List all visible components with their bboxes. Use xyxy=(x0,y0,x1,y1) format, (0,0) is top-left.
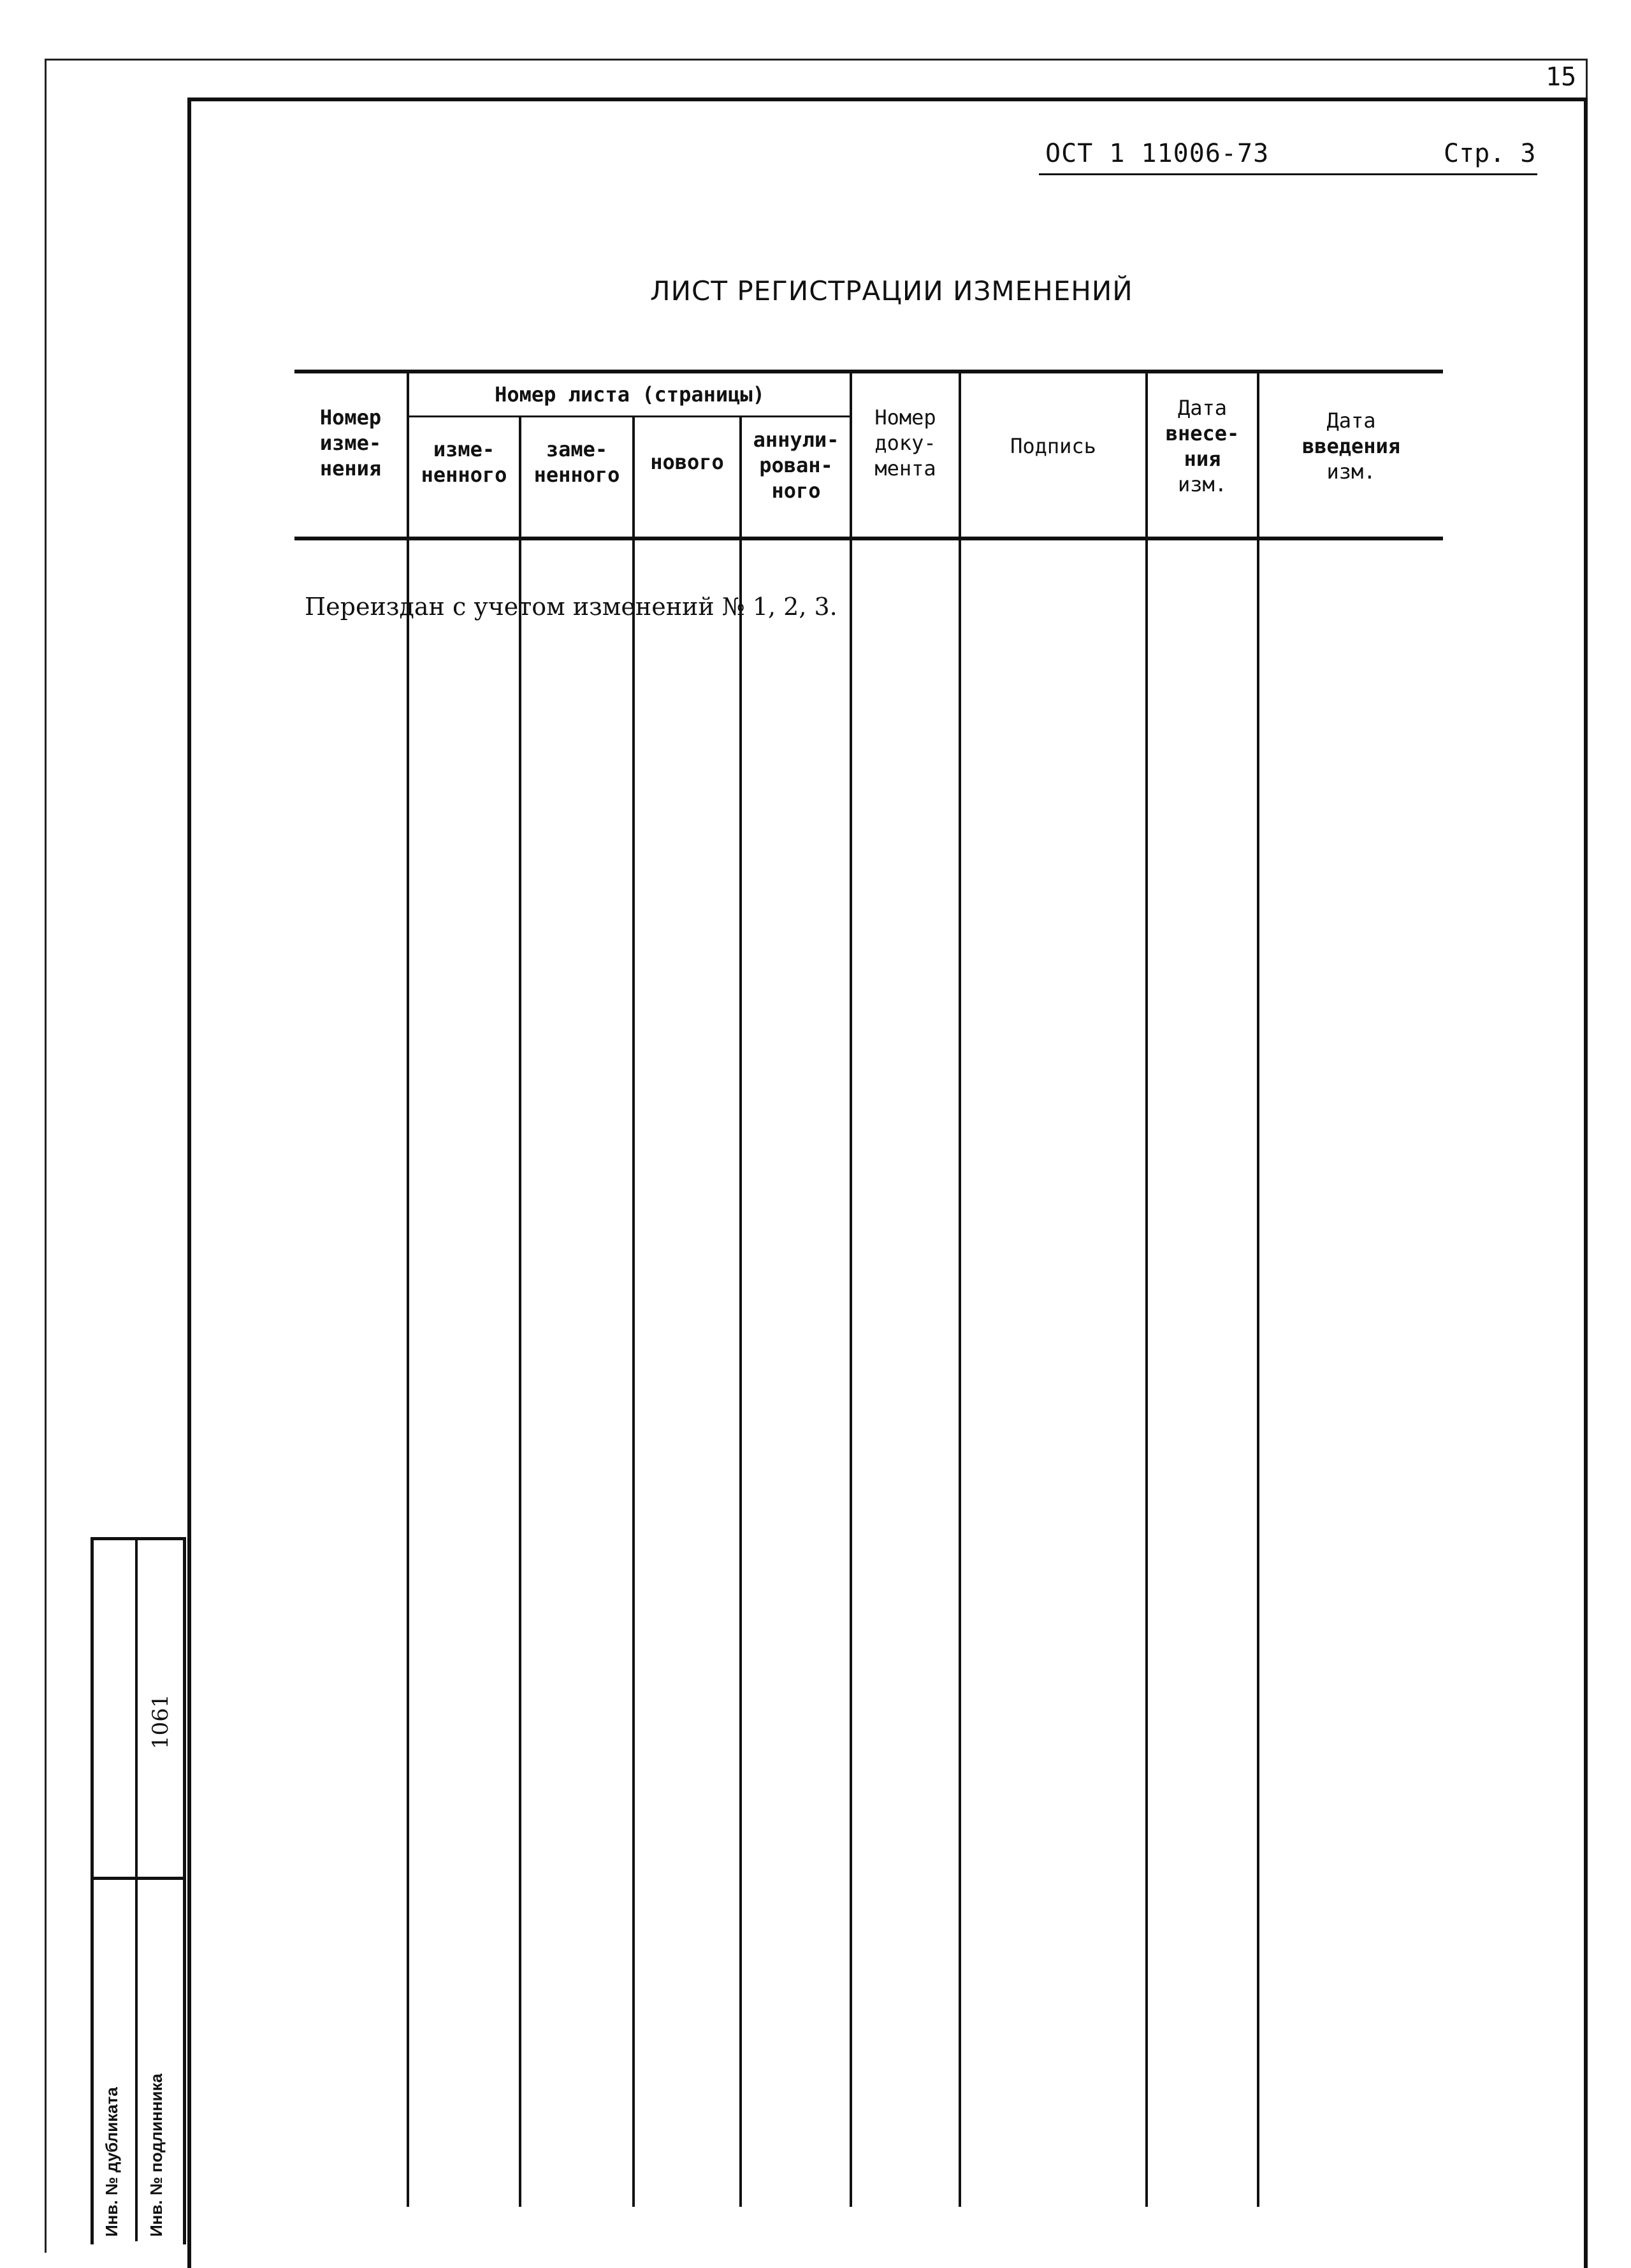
header-replaced-line-2: ненного xyxy=(533,463,620,487)
header-annulled xyxy=(742,417,850,513)
header-changed-line-2: ненного xyxy=(421,463,507,487)
header-document-number-line-1: Номер xyxy=(874,405,936,430)
col-divider-8 xyxy=(1257,372,1259,2207)
page-number: 15 xyxy=(1546,62,1577,92)
col-divider-6 xyxy=(959,372,961,2207)
col-divider-1 xyxy=(407,372,409,2207)
header-changed-line-1: изме- xyxy=(433,437,495,461)
page-label-underline xyxy=(1428,173,1537,175)
document-code: ОСТ 1 11006-73 xyxy=(1045,139,1270,168)
header-sheet-number-group xyxy=(409,376,850,413)
header-document-number-line-3: мента xyxy=(874,456,936,480)
sheet-title: ЛИСТ РЕГИСТРАЦИИ ИЗМЕНЕНИЙ xyxy=(650,275,1133,307)
table-top-rule xyxy=(294,370,1443,373)
header-intro-date-line-1: Дата xyxy=(1326,408,1376,433)
col-divider-3 xyxy=(632,416,635,2207)
header-document-number xyxy=(852,395,959,491)
table-header-bottom-rule xyxy=(294,537,1443,540)
header-annulled-line-3: ного xyxy=(771,479,821,503)
header-signature xyxy=(961,395,1145,497)
stamp-original-label: Инв. № подлинника xyxy=(147,2073,166,2237)
header-intro-date xyxy=(1259,395,1443,497)
stamp-original-number: 1061 xyxy=(148,1694,173,1749)
header-entry-date xyxy=(1148,382,1257,510)
header-document-number-line-2: доку- xyxy=(874,431,936,455)
header-sheet-number-group-label: Номер листа (страницы) xyxy=(495,382,765,407)
header-entry-date-line-3: ния xyxy=(1184,447,1221,471)
col-divider-7 xyxy=(1145,372,1148,2207)
reissue-note: Переиздан с учетом изменений № 1, 2, 3. xyxy=(305,593,837,621)
stamp-duplicate-label: Инв. № дубликата xyxy=(102,2087,121,2237)
header-annulled-line-1: аннули- xyxy=(753,428,839,452)
page-label: Стр. 3 xyxy=(1444,139,1536,168)
header-new xyxy=(635,427,739,497)
header-changed xyxy=(409,427,519,497)
header-change-number xyxy=(294,395,407,491)
col-divider-4 xyxy=(739,416,742,2207)
header-replaced-line-1: заме- xyxy=(546,437,608,461)
header-intro-date-line-2: введения xyxy=(1301,434,1401,458)
header-change-number-line-3: нения xyxy=(319,456,382,480)
header-annulled-line-2: рован- xyxy=(759,453,833,477)
header-entry-date-line-1: Дата xyxy=(1177,396,1228,420)
col-divider-5 xyxy=(850,372,852,2207)
inventory-stamp-separator xyxy=(91,1877,186,1880)
header-replaced xyxy=(521,427,632,497)
header-change-number-line-2: изме- xyxy=(319,431,382,455)
header-entry-date-line-4: изм. xyxy=(1177,472,1228,496)
header-intro-date-line-3: изм. xyxy=(1326,459,1376,484)
inventory-stamp-divider xyxy=(135,1537,138,2241)
header-signature-label: Подпись xyxy=(1010,434,1096,458)
col-divider-2 xyxy=(519,416,521,2207)
header-new-label: нового xyxy=(650,450,724,474)
header-change-number-line-1: Номер xyxy=(319,405,382,430)
header-entry-date-line-2: внесе- xyxy=(1165,421,1240,445)
